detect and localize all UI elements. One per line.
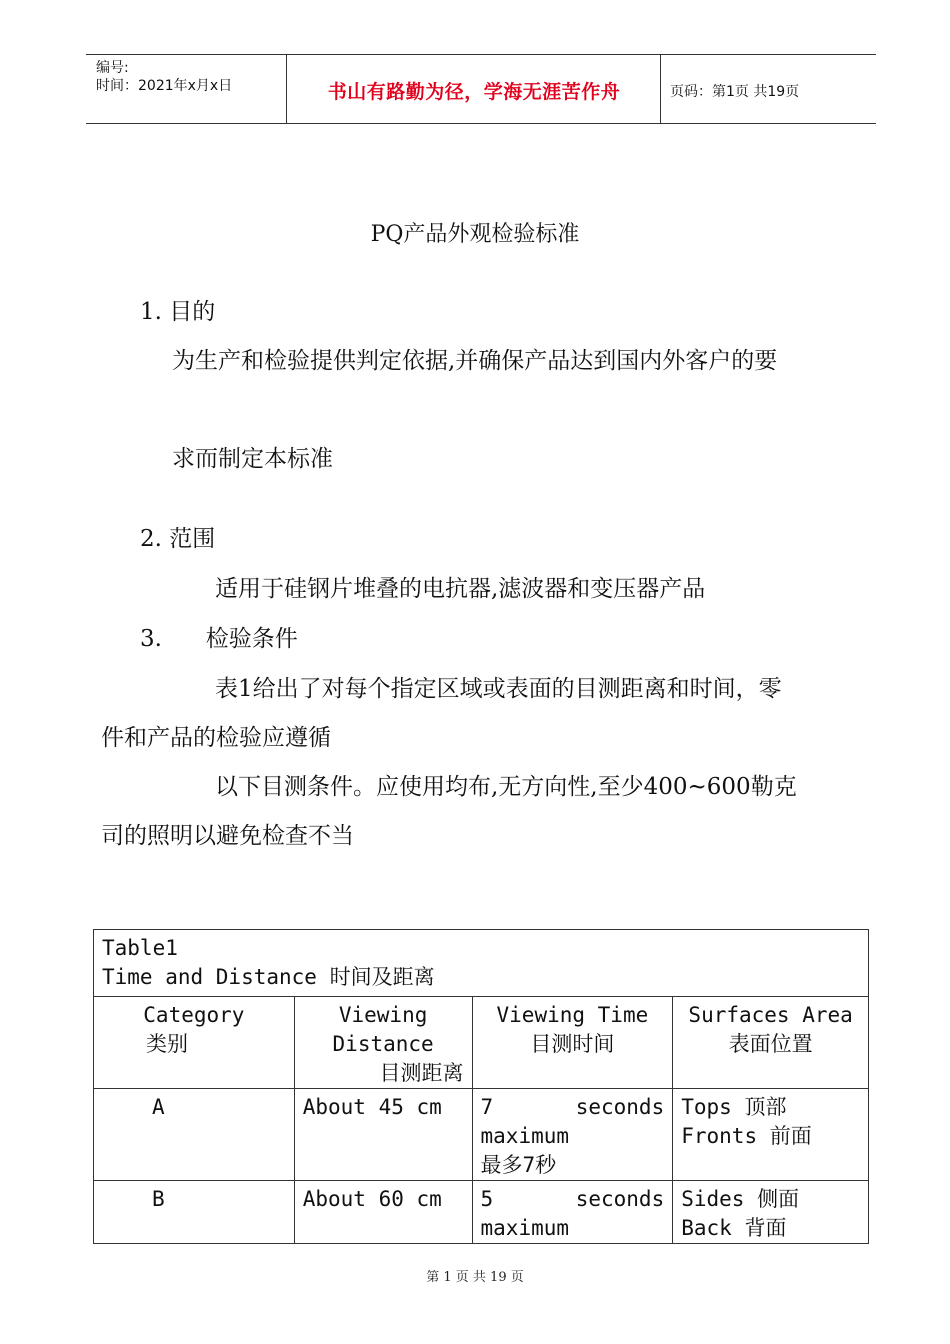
time-value: 5: [480, 1187, 494, 1211]
area-line: Sides 侧面: [681, 1187, 800, 1211]
time-max: maximum: [480, 1124, 570, 1148]
page-footer: 第 1 页 共 19 页: [426, 1270, 524, 1285]
header-time: [472, 997, 673, 1089]
cell-time: [472, 1181, 673, 1244]
area-line: Back 背面: [681, 1216, 787, 1240]
paragraph-line: 求而制定本标准: [172, 446, 333, 472]
time-max: maximum: [480, 1216, 570, 1240]
header-text: 表面位置: [728, 1032, 813, 1056]
section-heading: 3. 检验条件: [140, 626, 298, 652]
caption-line: Time and Distance 时间及距离: [102, 965, 435, 989]
cell-category: B: [94, 1181, 295, 1244]
header-distance: [294, 997, 472, 1089]
header-meta: [96, 59, 232, 95]
page-header: [86, 54, 876, 124]
paragraph-line: 表1给出了对每个指定区域或表面的目测距离和时间，零: [215, 676, 782, 702]
header-text: 目测距离: [379, 1061, 464, 1085]
table-row: [94, 1089, 869, 1181]
cell-category: A: [94, 1089, 295, 1181]
table-row: [94, 1181, 869, 1244]
time-unit: seconds: [575, 1187, 665, 1211]
cell-area: [673, 1181, 869, 1244]
paragraph-line: 为生产和检验提供判定依据,并确保产品达到国内外客户的要: [172, 348, 778, 374]
paragraph-line: 件和产品的检验应遵循: [101, 725, 331, 751]
table-caption: [94, 930, 869, 997]
area-line: Fronts 前面: [681, 1124, 812, 1148]
code-label: 编号:: [96, 60, 129, 76]
table-header-row: [94, 997, 869, 1089]
paragraph-line: 司的照明以避免检查不当: [101, 823, 354, 849]
header-category: [94, 997, 295, 1089]
caption-line: Table1: [102, 936, 178, 960]
header-text: Viewing: [338, 1003, 428, 1027]
cell-area: [673, 1089, 869, 1181]
section-heading: 1. 目的: [140, 299, 216, 325]
section-heading: 2. 范围: [140, 526, 216, 552]
header-text: Category: [143, 1003, 245, 1027]
header-divider: [660, 55, 661, 123]
document-title: PQ产品外观检验标准: [370, 222, 580, 247]
header-text: Viewing Time: [496, 1003, 649, 1027]
cell-time: [472, 1089, 673, 1181]
time-value: 7: [480, 1095, 494, 1119]
header-area: [673, 997, 869, 1089]
area-line: Tops 顶部: [681, 1095, 787, 1119]
header-motto: 书山有路勤为径，学海无涯苦作舟: [327, 81, 621, 103]
header-text: Distance: [332, 1032, 434, 1056]
cell-distance: About 60 cm: [294, 1181, 472, 1244]
time-cn: 最多7秒: [480, 1153, 557, 1177]
header-page-info: 页码：第1页 共19页: [670, 84, 800, 100]
time-distance-table: [93, 929, 869, 1244]
table-caption-row: [94, 930, 869, 997]
time-unit: seconds: [575, 1095, 665, 1119]
cell-distance: About 45 cm: [294, 1089, 472, 1181]
header-text: 类别: [146, 1032, 188, 1056]
header-text: Surfaces Area: [688, 1003, 853, 1027]
header-divider: [286, 55, 287, 123]
paragraph-line: 以下目测条件。应使用均布,无方向性,至少400~600勒克: [215, 774, 797, 800]
header-text: 目测时间: [530, 1032, 615, 1056]
date-label: 时间：2021年x月x日: [96, 78, 233, 94]
paragraph-line: 适用于硅钢片堆叠的电抗器,滤波器和变压器产品: [215, 576, 706, 602]
